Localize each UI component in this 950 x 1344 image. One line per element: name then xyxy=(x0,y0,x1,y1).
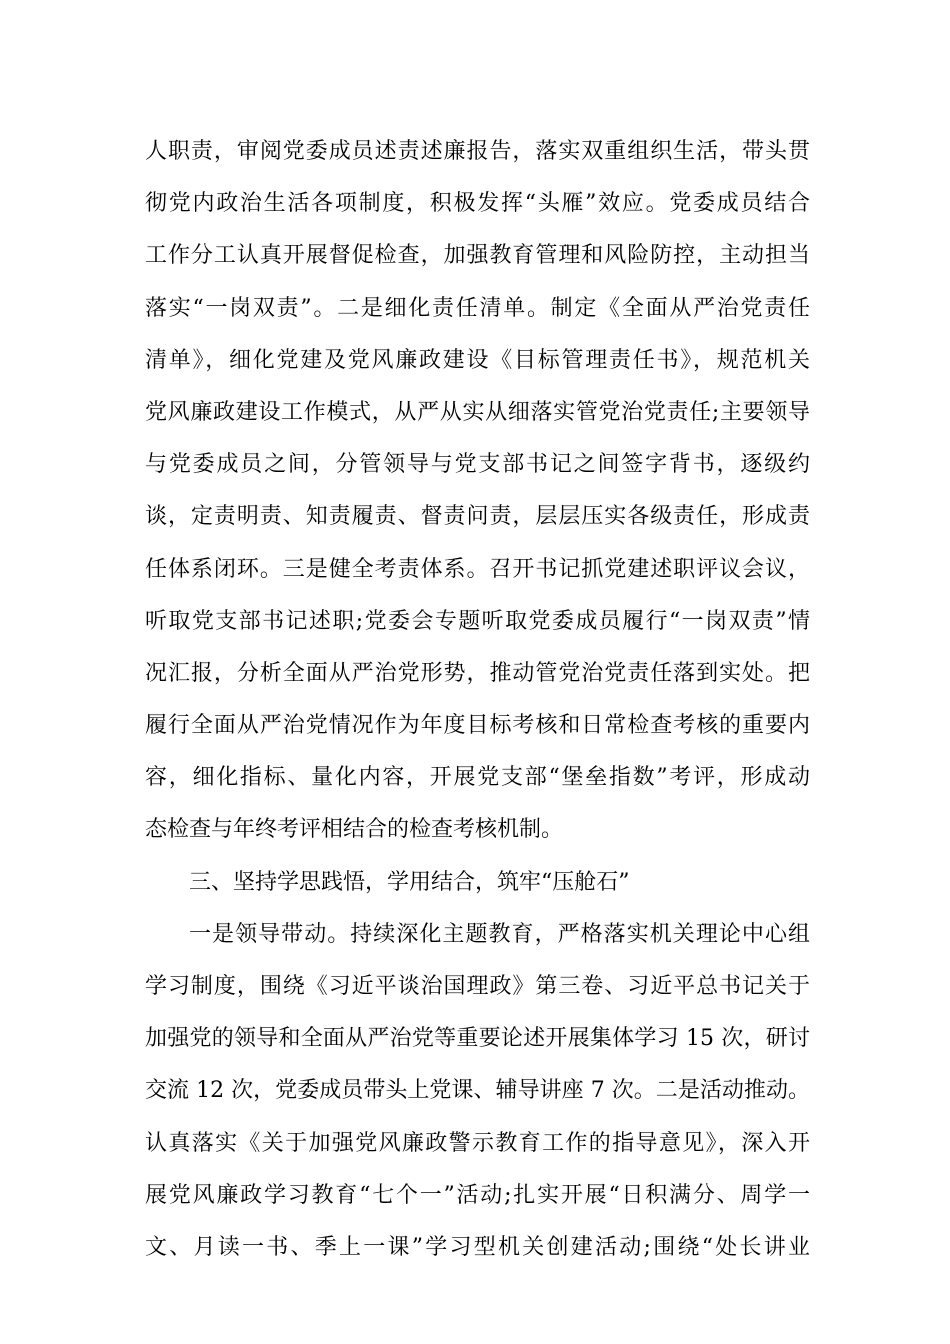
text-line: 学习制度，围绕《习近平谈治国理政》第三卷、习近平总书记关于 xyxy=(145,974,810,999)
text-line: 认真落实《关于加强党风廉政警示教育工作的指导意见》，深入开 xyxy=(145,1130,810,1156)
text-line: 态检查与年终考评相结合的检查考核机制。 xyxy=(145,817,564,843)
text-line: 清单》，细化党建及党风廉政建设《目标管理责任书》，规范机关 xyxy=(145,347,810,373)
section-heading: 三、坚持学思践悟，学用结合，筑牢“压舱石” xyxy=(189,869,630,895)
text-line: 谈，定责明责、知责履责、督责问责，层层压实各级责任，形成责 xyxy=(145,504,810,530)
text-line: 与党委成员之间，分管领导与党支部书记之间签字背书，逐级约 xyxy=(145,452,810,478)
text-line: 加强党的领导和全面从严治党等重要论述开展集体学习 15 次，研讨 xyxy=(145,1026,810,1052)
text-line: 工作分工认真开展督促检查，加强教育管理和风险防控，主动担当 xyxy=(145,243,810,269)
text-line: 任体系闭环。三是健全考责体系。召开书记抓党建述职评议会议， xyxy=(145,556,810,582)
text-line: 容，细化指标、量化内容，开展党支部“堡垒指数”考评，形成动 xyxy=(145,765,810,791)
text-line: 履行全面从严治党情况作为年度目标考核和日常检查考核的重要内 xyxy=(145,713,810,739)
text-line: 交流 12 次，党委成员带头上党课、辅导讲座 7 次。二是活动推动。 xyxy=(145,1078,810,1104)
text-line: 党风廉政建设工作模式，从严从实从细落实管党治党责任;主要领导 xyxy=(145,399,810,425)
text-line: 一是领导带动。持续深化主题教育，严格落实机关理论中心组 xyxy=(189,921,810,947)
text-line: 文、月读一书、季上一课”学习型机关创建活动;围绕“处长讲业 xyxy=(145,1234,810,1260)
text-line: 展党风廉政学习教育“七个一”活动;扎实开展“日积满分、周学一 xyxy=(145,1182,810,1208)
text-line: 彻党内政治生活各项制度，积极发挥“头雁”效应。党委成员结合 xyxy=(145,191,810,217)
text-line: 况汇报，分析全面从严治党形势，推动管党治党责任落到实处。把 xyxy=(145,660,810,686)
text-line: 听取党支部书记述职;党委会专题听取党委成员履行“一岗双责”情 xyxy=(145,608,810,634)
text-line: 落实“一岗双责”。二是细化责任清单。制定《全面从严治党责任 xyxy=(145,295,810,321)
text-line: 人职责，审阅党委成员述责述廉报告，落实双重组织生活，带头贯 xyxy=(145,139,810,164)
body-text xyxy=(145,126,810,1274)
